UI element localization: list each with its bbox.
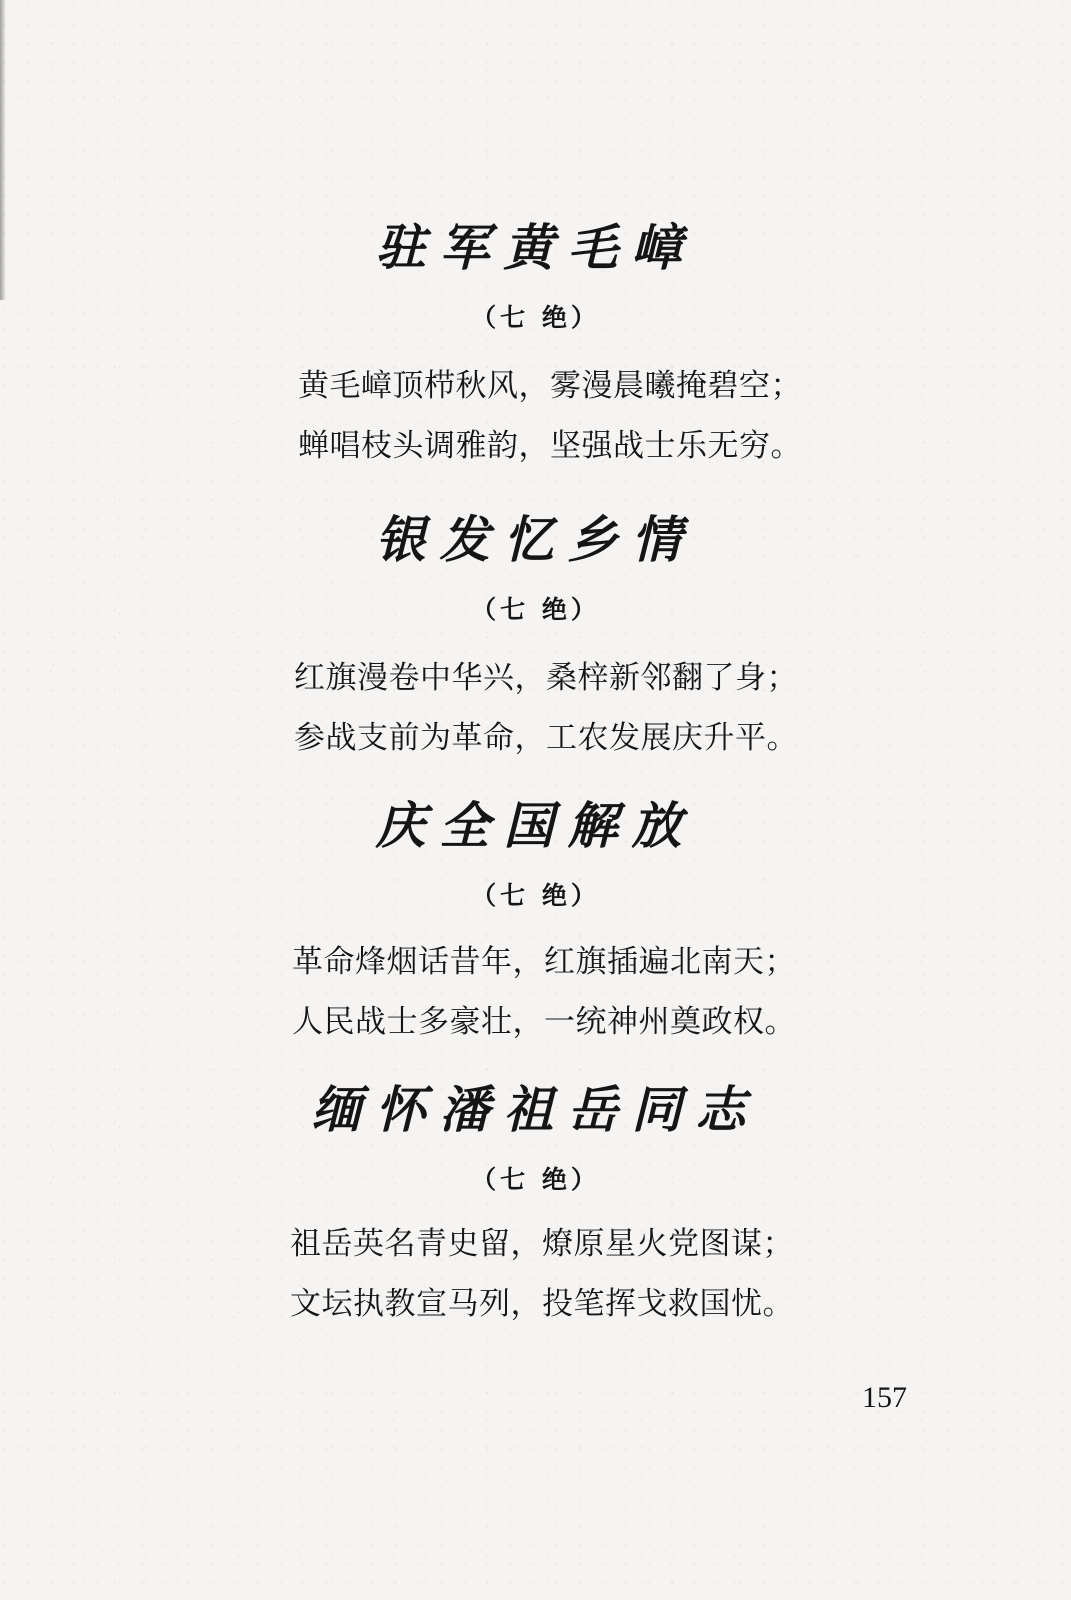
poem-line: 文坛执教宣马列，投笔挥戈救国忧。 xyxy=(290,1286,794,1322)
page-number: 157 xyxy=(862,1381,907,1414)
poem-title: 缅怀潘祖岳同志 xyxy=(311,1080,760,1139)
poem-title: 银发忆乡情 xyxy=(375,510,696,569)
poem-form: （七 绝） xyxy=(471,881,600,910)
poem-line: 祖岳英名青史留，燎原星火党图谋； xyxy=(290,1226,794,1262)
poem-4 xyxy=(0,1080,1071,1196)
poem-line: 红旗漫卷中华兴，桑梓新邻翻了身； xyxy=(294,660,798,696)
poem-3 xyxy=(0,796,1071,912)
poem-line: 黄毛嶂顶栉秋风，雾漫晨曦掩碧空； xyxy=(298,368,802,404)
poem-form: （七 绝） xyxy=(471,303,600,332)
poem-form: （七 绝） xyxy=(471,595,600,624)
poem-title: 庆全国解放 xyxy=(375,796,696,855)
poem-line: 人民战士多豪壮，一统神州奠政权。 xyxy=(292,1004,796,1040)
poem-1 xyxy=(0,218,1071,334)
poem-line: 蝉唱枝头调雅韵，坚强战士乐无穷。 xyxy=(298,428,802,464)
poem-title: 驻军黄毛嶂 xyxy=(375,218,696,277)
poem-form: （七 绝） xyxy=(471,1165,600,1194)
poem-2 xyxy=(0,510,1071,626)
poem-line: 革命烽烟话昔年，红旗插遍北南天； xyxy=(292,944,796,980)
poem-line: 参战支前为革命，工农发展庆升平。 xyxy=(294,720,798,756)
